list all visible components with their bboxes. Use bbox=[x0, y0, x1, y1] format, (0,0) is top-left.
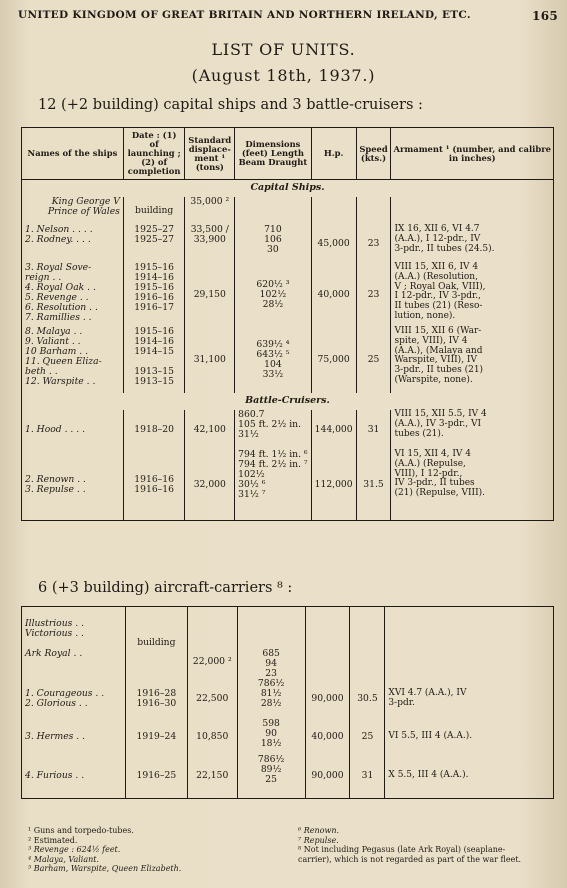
table-row bbox=[22, 755, 554, 799]
section-heading-carriers: 6 (+3 building) aircraft-carriers ⁸ : bbox=[38, 580, 293, 596]
disp-cell: 10,850 bbox=[187, 719, 237, 755]
running-title: UNITED KINGDOM OF GREAT BRITAIN AND NORTHERN IRELAND, ETC. bbox=[18, 9, 471, 21]
running-header bbox=[18, 9, 558, 21]
date-cell: 1925–27 1925–27 bbox=[123, 225, 185, 263]
hp-cell: 112,000 bbox=[311, 450, 356, 520]
subhead-capital: Capital Ships. bbox=[22, 180, 554, 198]
footnote: ² Estimated. bbox=[28, 835, 78, 845]
footnote: ⁵ Barham, Warspite, Queen Elizabeth. bbox=[28, 864, 182, 873]
ship-names: 8. Malaya . . 9. Valiant . . 10 Barham . . 11. Queen Eliza- beth . . 12. Warspite . . bbox=[22, 327, 124, 393]
disp-cell: 22,000 ² bbox=[187, 607, 237, 679]
dims-cell: 786½ 81½ 28½ bbox=[237, 679, 305, 719]
table-row bbox=[22, 410, 554, 450]
hp-cell: 40,000 bbox=[311, 263, 356, 327]
capital-ships-table bbox=[21, 127, 554, 521]
disp-cell: 31,100 bbox=[185, 327, 235, 393]
page-date: (August 18th, 1937.) bbox=[191, 66, 376, 85]
dims-cell: 860.7 105 ft. 2½ in. 31½ bbox=[235, 410, 311, 450]
speed-cell: 31 bbox=[356, 410, 391, 450]
col-names: Names of the ships bbox=[22, 128, 124, 180]
ship-names: 4. Furious . . bbox=[22, 755, 126, 799]
hp-cell: 144,000 bbox=[311, 410, 356, 450]
speed-cell: 23 bbox=[356, 263, 391, 327]
hp-cell: 90,000 bbox=[305, 755, 350, 799]
disp-cell: 22,500 bbox=[187, 679, 237, 719]
table-row bbox=[22, 197, 554, 225]
col-date: Date : (1) of launching ; (2) of completion bbox=[123, 128, 185, 180]
footnotes-left bbox=[28, 826, 288, 874]
section-heading-capital: 12 (+2 building) capital ships and 3 battle-cruisers : bbox=[38, 97, 423, 113]
footnote: ¹ Guns and torpedo-tubes. bbox=[28, 826, 134, 835]
ship-names: 3. Royal Sove- reign . . 4. Royal Oak . . 5. Revenge . . 6. Resolution . . 7. Ramillies . . bbox=[22, 263, 124, 327]
speed-cell: 23 bbox=[356, 225, 391, 263]
col-hp: H.p. bbox=[311, 128, 356, 180]
speed-cell: 30.5 bbox=[350, 679, 385, 719]
armament-cell: IX 16, XII 6, VI 4.7 (A.A.), I 12-pdr., IV 3-pdr., II tubes (24.5). bbox=[391, 225, 554, 263]
hp-cell: 90,000 bbox=[305, 679, 350, 719]
col-displacement: Standard displace-ment ¹ (tons) bbox=[185, 128, 235, 180]
speed-cell: 31.5 bbox=[356, 450, 391, 520]
hp-cell: 45,000 bbox=[311, 225, 356, 263]
table-row bbox=[22, 679, 554, 719]
date-cell: 1916–25 bbox=[125, 755, 187, 799]
armament-cell: VI 15, XII 4, IV 4 (A.A.) (Repulse, VIII), I 12-pdr., IV 3-pdr., II tubes (21) (Repulse, VIII). bbox=[391, 450, 554, 520]
date-cell: 1916–16 1916–16 bbox=[123, 450, 185, 520]
dims-cell: 620½ ³ 102½ 28½ bbox=[235, 263, 311, 327]
armament-cell: VIII 15, XII 5.5, IV 4 (A.A.), IV 3-pdr., VI tubes (21). bbox=[391, 410, 554, 450]
footnotes-right bbox=[298, 826, 560, 864]
dims-cell: 639½ ⁴ 643½ ⁵ 104 33½ bbox=[235, 327, 311, 393]
table-row bbox=[22, 225, 554, 263]
armament-cell: XVI 4.7 (A.A.), IV 3-pdr. bbox=[385, 679, 554, 719]
armament-cell: VIII 15, XII 6 (War- spite, VIII), IV 4 (A.A.), (Malaya and Warspite, VIII), IV 3-pdr., II tubes (21) (Warspite, none). bbox=[391, 327, 554, 393]
dims-cell: 598 90 18½ bbox=[237, 719, 305, 755]
armament-cell: VI 5.5, III 4 (A.A.). bbox=[385, 719, 554, 755]
ship-names: 1. Hood . . . . bbox=[22, 410, 124, 450]
date-cell: building bbox=[123, 197, 185, 225]
dims-cell: 685 94 23 bbox=[237, 607, 305, 679]
col-armament: Armament ¹ (number, and calibre in inches) bbox=[391, 128, 554, 180]
speed-cell: 31 bbox=[350, 755, 385, 799]
table-row bbox=[22, 607, 554, 679]
page-title: LIST OF UNITS. bbox=[211, 40, 356, 59]
dims-cell: 786½ 89½ 25 bbox=[237, 755, 305, 799]
table-row bbox=[22, 719, 554, 755]
ship-names: 1. Nelson . . . . 2. Rodney. . . . bbox=[22, 225, 124, 263]
ship-names: King George V Prince of Wales bbox=[22, 197, 124, 225]
table-row bbox=[22, 327, 554, 393]
ship-names: 1. Courageous . . 2. Glorious . . bbox=[22, 679, 126, 719]
ship-names: Illustrious . . Victorious . . Ark Royal . . bbox=[22, 607, 126, 679]
armament-cell: X 5.5, III 4 (A.A.). bbox=[385, 755, 554, 799]
hp-cell: 40,000 bbox=[305, 719, 350, 755]
disp-cell: 29,150 bbox=[185, 263, 235, 327]
aircraft-carriers-table bbox=[21, 606, 554, 799]
disp-cell: 22,150 bbox=[187, 755, 237, 799]
subhead-battle-cruisers: Battle-Cruisers. bbox=[22, 393, 554, 410]
page-number: 165 bbox=[532, 9, 558, 23]
footnote: carrier), which is not regarded as part of the war fleet. bbox=[298, 854, 522, 864]
dims-cell: 710 106 30 bbox=[235, 225, 311, 263]
date-cell: 1919–24 bbox=[125, 719, 187, 755]
disp-cell: 33,500 / 33,900 bbox=[185, 225, 235, 263]
col-dimensions: Dimensions (feet) Length Beam Draught bbox=[235, 128, 311, 180]
footnote: ⁸ Not including Pegasus (late Ark Royal) (seaplane- bbox=[298, 845, 506, 854]
footnote: ³ Revenge : 624½ feet. bbox=[28, 845, 121, 854]
dims-cell: 794 ft. 1½ in. ⁶ 794 ft. 2½ in. ⁷ 102½ 30½ ⁶ 31½ ⁷ bbox=[235, 450, 311, 520]
hp-cell: 75,000 bbox=[311, 327, 356, 393]
footnote: ⁴ Malaya, Valiant. bbox=[28, 854, 100, 864]
disp-cell: 42,100 bbox=[185, 410, 235, 450]
date-cell: 1916–28 1916–30 bbox=[125, 679, 187, 719]
table-row bbox=[22, 450, 554, 520]
ship-names: 2. Renown . . 3. Repulse . . bbox=[22, 450, 124, 520]
date-cell: building bbox=[125, 607, 187, 679]
date-cell: 1915–16 1914–16 1914–15 1913–15 1913–15 bbox=[123, 327, 185, 393]
disp-cell: 35,000 ² bbox=[185, 197, 235, 225]
date-cell: 1918–20 bbox=[123, 410, 185, 450]
date-cell: 1915–16 1914–16 1915–16 1916–16 1916–17 bbox=[123, 263, 185, 327]
table-row bbox=[22, 263, 554, 327]
speed-cell: 25 bbox=[350, 719, 385, 755]
footnote: ⁶ Renown. bbox=[298, 826, 340, 835]
disp-cell: 32,000 bbox=[185, 450, 235, 520]
speed-cell: 25 bbox=[356, 327, 391, 393]
armament-cell: VIII 15, XII 6, IV 4 (A.A.) (Resolution, V ; Royal Oak, VIII), I 12-pdr., IV 3-pdr., II tubes (21) (Reso- lution, none). bbox=[391, 263, 554, 327]
ship-names: 3. Hermes . . bbox=[22, 719, 126, 755]
footnote: ⁷ Repulse. bbox=[298, 835, 339, 845]
col-speed: Speed (kts.) bbox=[356, 128, 391, 180]
